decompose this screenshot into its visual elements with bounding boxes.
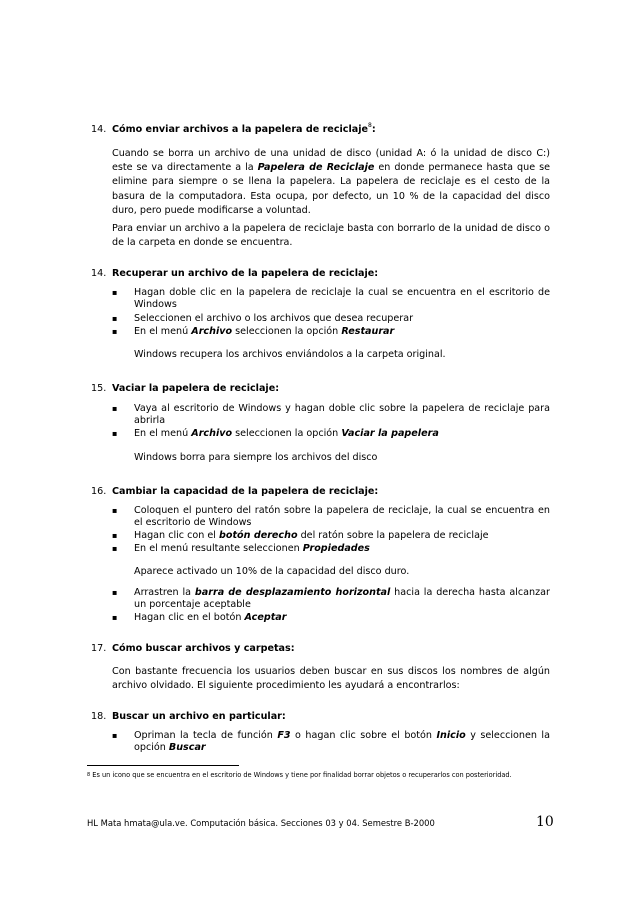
text: del ratón sobre la papelera de reciclaje	[297, 530, 489, 541]
colon: :	[371, 124, 376, 135]
section-title: Cómo buscar archivos y carpetas:	[112, 643, 295, 654]
list-item	[112, 505, 550, 529]
page-number: 10	[536, 814, 554, 830]
section-title: Cambiar la capacidad de la papelera de reciclaje:	[112, 486, 379, 497]
note-text: Windows borra para siempre los archivos del disco	[134, 452, 378, 463]
text: o hagan clic sobre el botón	[290, 730, 437, 741]
emphasis: Vaciar la papelera	[341, 428, 439, 439]
list-item	[112, 326, 550, 338]
section-heading	[91, 124, 376, 135]
section-number: 15.	[91, 383, 107, 394]
bullet-icon: ▪	[112, 544, 118, 553]
bullet-icon: ▪	[112, 429, 118, 438]
text: en donde permanece hasta que se elimine para siempre o se llena la papelera. La papelera de reciclaje es el cesto de la basura de la computadora. Esta ocupa, por defecto, un 10 % de la capacidad del disco duro, pero puede modificarse a voluntad.	[112, 162, 550, 216]
list-item-text	[134, 428, 550, 440]
bullet-icon: ▪	[112, 314, 118, 323]
paragraph: Para enviar un archivo a la papelera de reciclaje basta con borrarlo de la unidad de disco o de la carpeta en donde se encuentra.	[112, 223, 550, 249]
list-item	[112, 428, 550, 440]
section-title: Recuperar un archivo de la papelera de reciclaje:	[112, 268, 379, 279]
list-item	[112, 730, 550, 754]
bullet-icon: ▪	[112, 613, 118, 622]
list-item-text: Vaya al escritorio de Windows y hagan doble clic sobre la papelera de reciclaje para abrirla	[134, 403, 550, 427]
section-number: 17.	[91, 643, 107, 654]
text: y seleccionen la opción	[134, 730, 550, 754]
list-item	[112, 313, 550, 325]
bullet-icon: ▪	[112, 288, 118, 297]
emphasis: Restaurar	[341, 326, 395, 337]
section-heading	[91, 643, 295, 654]
section-title: Buscar un archivo en particular:	[112, 711, 286, 722]
list-item-text	[134, 587, 550, 611]
list-item	[112, 530, 550, 542]
emphasis: botón derecho	[219, 530, 298, 541]
section-heading	[91, 486, 378, 497]
section-number: 16.	[91, 486, 107, 497]
list-item	[112, 287, 550, 311]
note	[112, 349, 550, 361]
footnote-mark: 8	[87, 772, 91, 778]
footnote	[87, 770, 553, 780]
list-item-text	[134, 543, 550, 555]
bullet-icon: ▪	[112, 731, 118, 740]
emphasis: Buscar	[168, 742, 206, 754]
text: Cuando se borra un archivo de una unidad de disco (unidad A: ó la unidad de disco C:) este se va directamente a la	[112, 148, 550, 174]
text: hacia la derecha hasta alcanzar un porcentaje aceptable	[134, 587, 550, 611]
footnote-text: Es un icono que se encuentra en el escritorio de Windows y tiene por finalidad borrar objetos o recuperarlos con posterioridad.	[90, 771, 512, 779]
text: seleccionen la opción	[232, 326, 342, 337]
section-number: 14.	[91, 124, 107, 135]
text: En el menú	[134, 428, 192, 439]
footnote-ref: 8	[368, 122, 372, 129]
emphasis: Propiedades	[302, 543, 370, 554]
section-title: Vaciar la papelera de reciclaje:	[112, 383, 280, 394]
section-title: Cómo enviar archivos a la papelera de reciclaje	[112, 124, 369, 135]
emphasis: Aceptar	[244, 612, 287, 623]
list-item-text: Coloquen el puntero del ratón sobre la papelera de reciclaje, la cual se encuentra en el escritorio de Windows	[134, 505, 550, 529]
text: En el menú	[134, 326, 192, 337]
list-item	[112, 403, 550, 427]
bullet-icon: ▪	[112, 506, 118, 515]
bullet-icon: ▪	[112, 588, 118, 597]
note-text: Windows recupera los archivos enviándolos a la carpeta original.	[134, 349, 446, 360]
list-item	[112, 587, 550, 611]
list-item	[112, 543, 550, 555]
emphasis: Inicio	[436, 730, 466, 741]
list-item-text	[134, 730, 550, 754]
emphasis: barra de desplazamiento horizontal	[194, 587, 391, 598]
section-heading	[91, 268, 378, 279]
page-footer: HL Mata hmata@ula.ve. Computación básica. Secciones 03 y 04. Semestre B-2000	[87, 818, 435, 828]
section-number: 18.	[91, 711, 107, 722]
text: Opriman la tecla de función	[134, 730, 278, 741]
section-heading	[91, 711, 286, 722]
section-heading	[91, 383, 279, 394]
list-item-text	[134, 530, 550, 542]
text: Hagan clic con el	[134, 530, 220, 541]
text: En el menú resultante seleccionen	[134, 543, 303, 554]
section-number: 14.	[91, 268, 107, 279]
paragraph	[112, 147, 550, 218]
bullet-icon: ▪	[112, 404, 118, 413]
bullet-icon: ▪	[112, 327, 118, 336]
list-item-text: Hagan doble clic en la papelera de reciclaje la cual se encuentra en el escritorio de Windows	[134, 287, 550, 311]
note	[112, 566, 550, 578]
list-item-text	[134, 326, 550, 338]
emphasis: F3	[277, 730, 291, 741]
paragraph: Con bastante frecuencia los usuarios deben buscar en sus discos los nombres de algún archivo olvidado. El siguiente procedimiento les ayudará a encontrarlos:	[112, 666, 550, 692]
note	[112, 452, 550, 464]
text: seleccionen la opción	[232, 428, 342, 439]
text: Arrastren la	[134, 587, 195, 598]
list-item-text: Seleccionen el archivo o los archivos que desea recuperar	[134, 313, 414, 324]
list-item-text	[134, 612, 550, 624]
emphasis: Archivo	[191, 326, 233, 337]
emphasis: Papelera de Reciclaje	[257, 162, 375, 174]
text: Hagan clic en el botón	[134, 612, 245, 623]
bullet-icon: ▪	[112, 531, 118, 540]
note-text: Aparece activado un 10% de la capacidad del disco duro.	[134, 566, 410, 577]
emphasis: Archivo	[191, 428, 233, 439]
list-item	[112, 612, 550, 624]
footnote-separator	[87, 765, 239, 766]
